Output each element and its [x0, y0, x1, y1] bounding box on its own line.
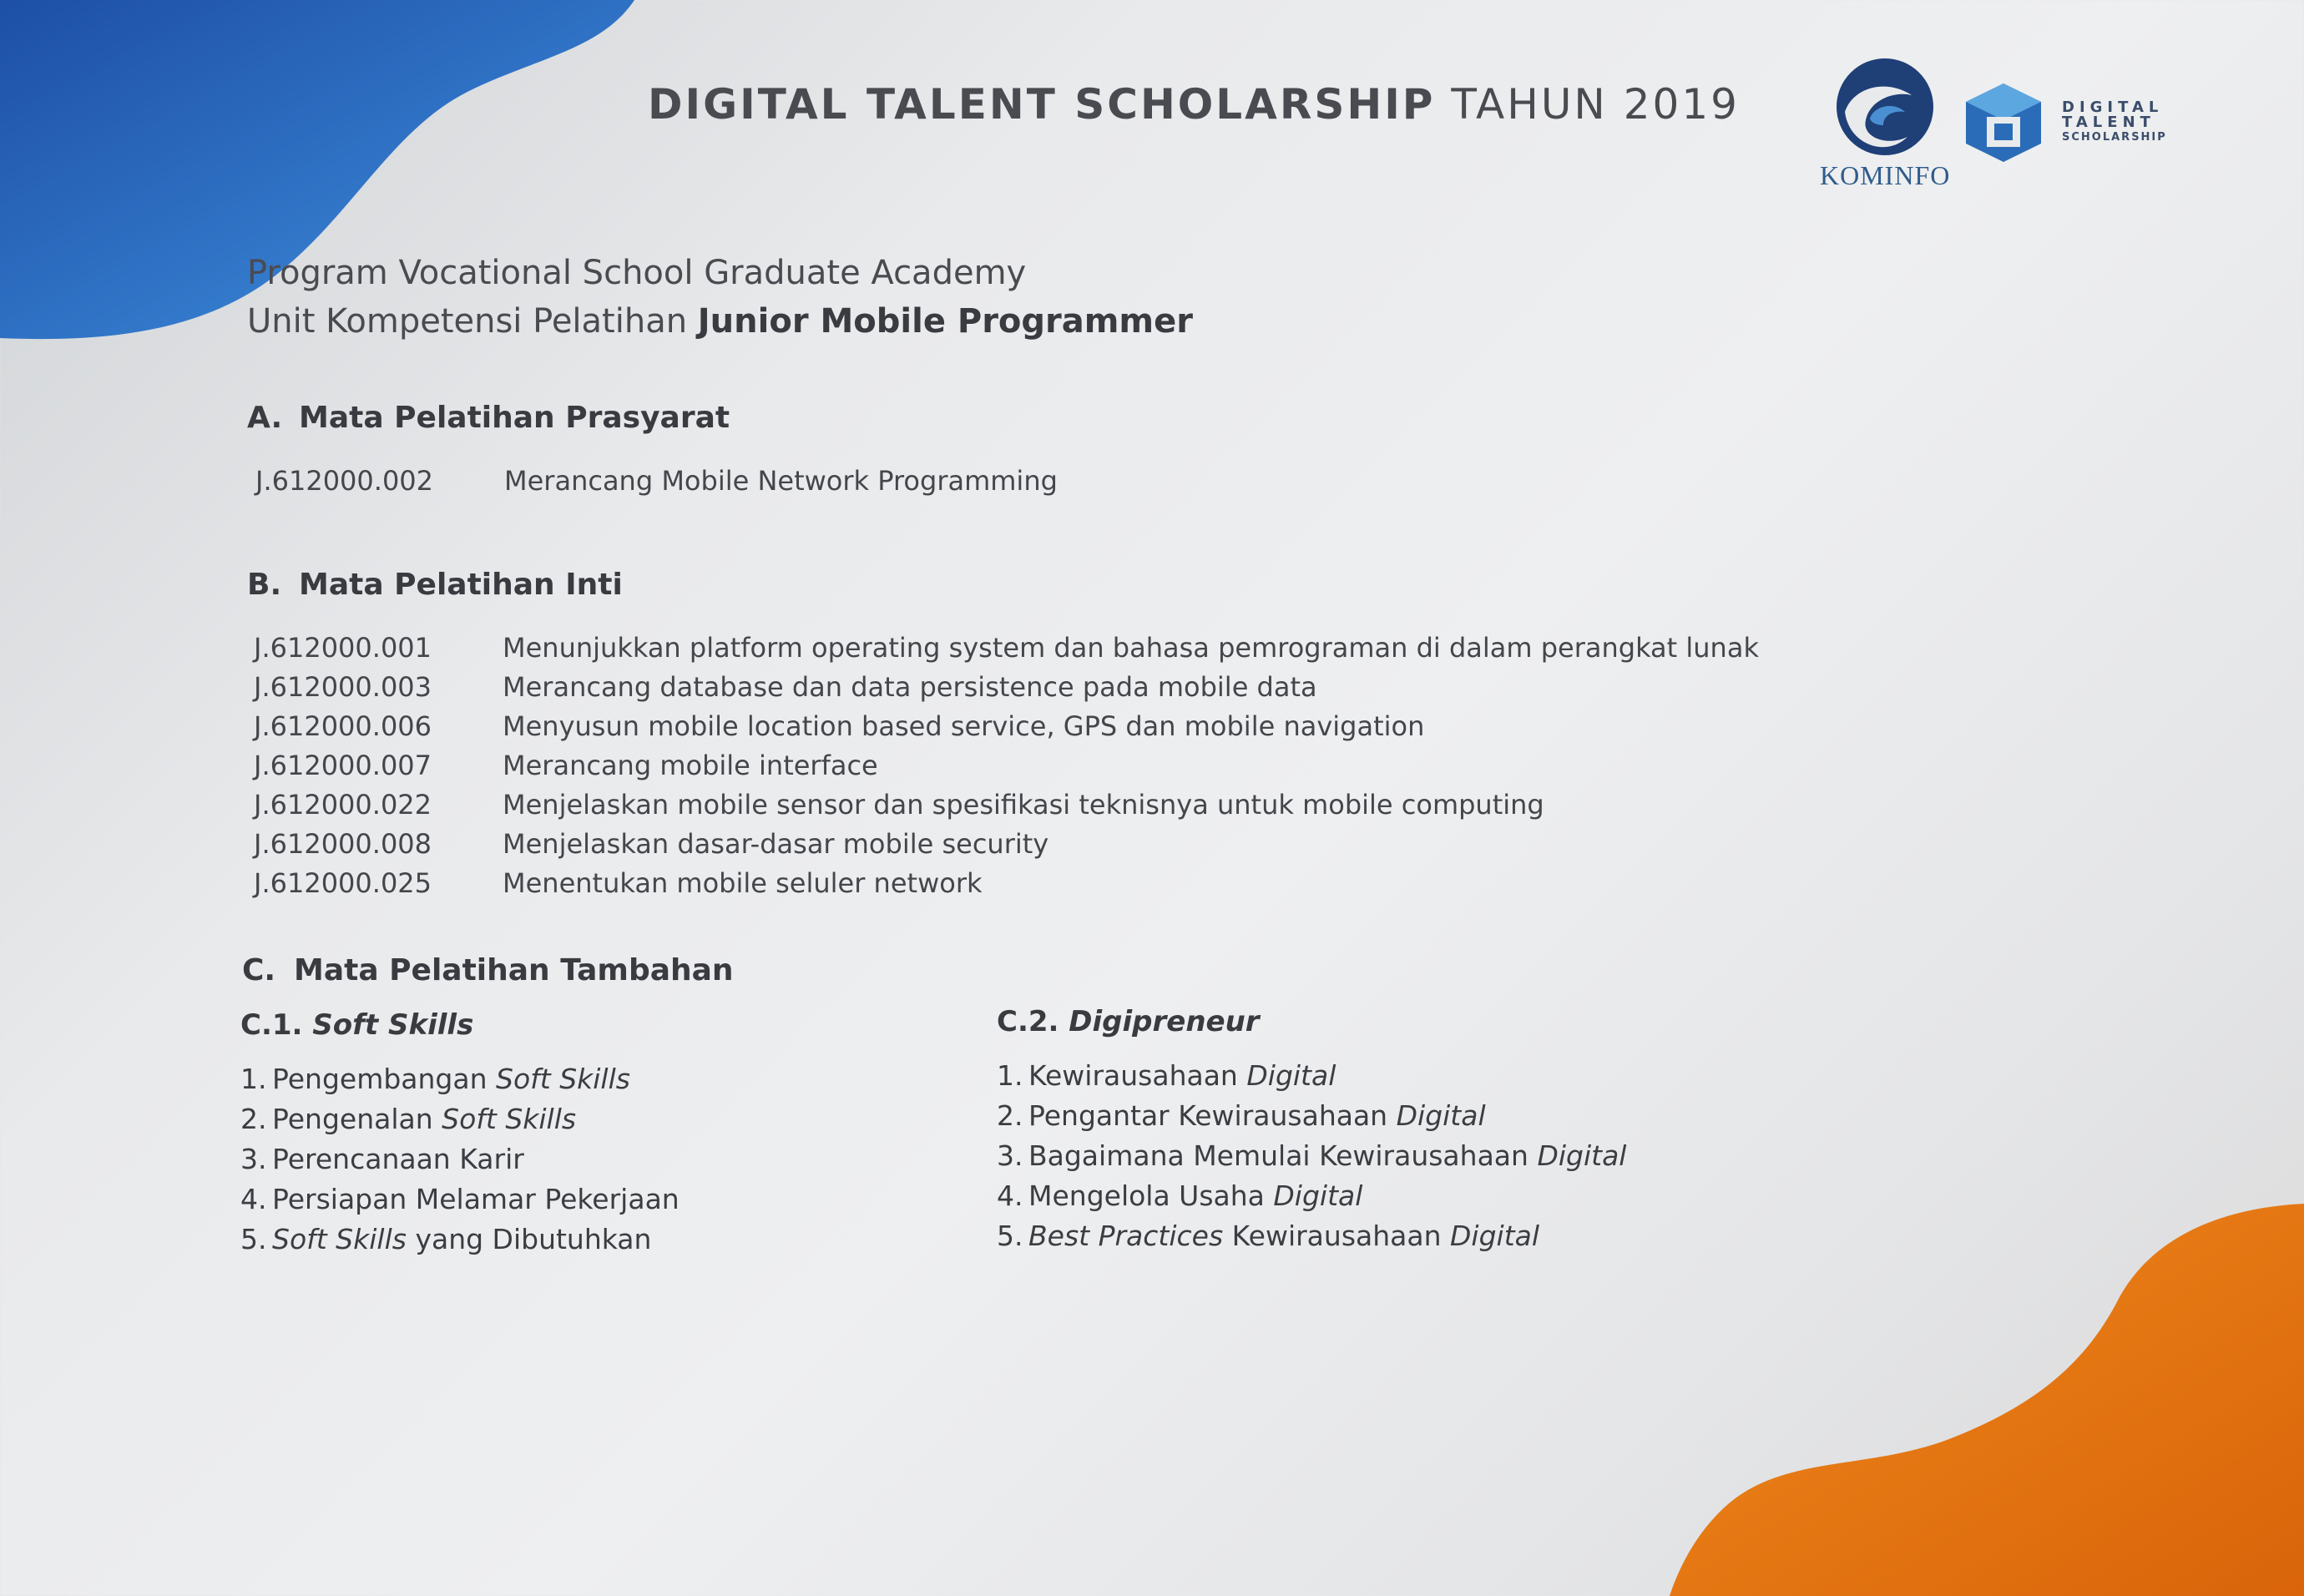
item-text: Perencanaan Karir [272, 1142, 524, 1175]
course-code: J.612000.008 [254, 827, 432, 860]
item-italic: Digital [1246, 1058, 1336, 1092]
section-b-letter: B. [247, 568, 282, 602]
list-item [997, 1215, 1626, 1255]
item-text-after: yang Dibutuhkan [415, 1222, 652, 1255]
course-name: Menyusun mobile location based service, GPS dan mobile navigation [503, 710, 1425, 742]
program-line: Program Vocational School Graduate Academy [247, 254, 1027, 292]
item-italic: Soft Skills [442, 1102, 577, 1135]
course-row [254, 667, 1759, 706]
item-text: Persiapan Melamar Pekerjaan [272, 1182, 680, 1215]
section-a-heading [247, 401, 730, 435]
list-item [240, 1179, 680, 1219]
item-number: 4. [240, 1182, 267, 1215]
c2-list [997, 1055, 1626, 1255]
title-bold: DIGITAL TALENT SCHOLARSHIP [648, 80, 1436, 129]
course-row [254, 824, 1759, 863]
item-number: 3. [240, 1142, 267, 1175]
course-name: Merancang Mobile Network Programming [504, 464, 1058, 497]
c2-title: Digipreneur [1069, 1005, 1260, 1038]
course-code: J.612000.022 [254, 788, 432, 821]
item-number: 2. [997, 1099, 1023, 1132]
item-text: Kewirausahaan [1028, 1058, 1238, 1092]
course-code: J.612000.025 [254, 866, 432, 899]
item-italic: Digital [1396, 1099, 1486, 1132]
course-name: Menentukan mobile seluler network [503, 866, 983, 899]
list-item [240, 1219, 680, 1259]
item-text: Bagaimana Memulai Kewirausahaan [1028, 1139, 1528, 1172]
course-row [254, 706, 1759, 745]
section-a-title: Mata Pelatihan Prasyarat [299, 401, 730, 435]
list-item [997, 1135, 1626, 1175]
course-name: Menunjukkan platform operating system dan bahasa pemrograman di dalam perangkat lunak [503, 631, 1759, 664]
dts-line1: DIGITAL [2062, 98, 2164, 116]
c1-prefix: C.1. [240, 1008, 303, 1042]
dts-logo-text [2062, 100, 2167, 145]
course-code: J.612000.003 [254, 670, 432, 703]
course-code: J.612000.007 [254, 749, 432, 781]
dts-line2: TALENT [2062, 114, 2155, 131]
item-number: 5. [997, 1219, 1023, 1252]
course-name: Menjelaskan dasar-dasar mobile security [503, 827, 1049, 860]
c2-heading [997, 1005, 1260, 1038]
course-name: Merancang mobile interface [503, 749, 878, 781]
course-code: J.612000.006 [254, 710, 432, 742]
list-item [997, 1055, 1626, 1095]
section-c-heading [242, 953, 734, 987]
section-a-letter: A. [247, 401, 283, 435]
program-block [247, 249, 1193, 346]
item-text: Kewirausahaan [1231, 1219, 1442, 1252]
course-row [254, 745, 1759, 785]
section-c-title: Mata Pelatihan Tambahan [294, 953, 734, 987]
course-code: J.612000.001 [254, 631, 432, 664]
title-year: TAHUN 2019 [1451, 80, 1740, 129]
list-item [997, 1095, 1626, 1135]
course-name: Merancang database dan data persistence pada mobile data [503, 670, 1317, 703]
c1-title: Soft Skills [312, 1008, 474, 1042]
dts-logo-icon [1958, 77, 2049, 177]
item-text: Pengenalan [272, 1102, 433, 1135]
item-text: Pengantar Kewirausahaan [1028, 1099, 1388, 1132]
item-number: 1. [997, 1058, 1023, 1092]
list-item [240, 1099, 680, 1139]
logo-group [1811, 53, 2187, 195]
course-row [254, 863, 1759, 902]
orange-corner-shape [1619, 1204, 2304, 1596]
kominfo-text: KOMINFO [1820, 160, 1951, 190]
item-number: 1. [240, 1062, 267, 1095]
item-number: 3. [997, 1139, 1023, 1172]
item-number: 2. [240, 1102, 267, 1135]
course-code: J.612000.002 [255, 464, 434, 497]
item-text: Pengembangan [272, 1062, 488, 1095]
course-row [254, 785, 1759, 824]
c2-prefix: C.2. [997, 1005, 1059, 1038]
item-number: 4. [997, 1179, 1023, 1212]
c1-heading [240, 1008, 473, 1042]
item-italic: Digital [1450, 1219, 1540, 1252]
kominfo-logo-icon [1828, 53, 1945, 162]
item-number: 5. [240, 1222, 267, 1255]
list-item [240, 1139, 680, 1179]
c1-list [240, 1058, 680, 1259]
dts-line3: SCHOLARSHIP [2062, 131, 2167, 144]
section-b-list [254, 628, 1759, 902]
item-italic: Soft Skills [496, 1062, 630, 1095]
section-b-title: Mata Pelatihan Inti [299, 568, 623, 602]
competency-name: Junior Mobile Programmer [697, 302, 1193, 341]
course-row [254, 628, 1759, 667]
list-item [240, 1058, 680, 1099]
section-b-heading [247, 568, 623, 602]
item-italic: Digital [1273, 1179, 1363, 1212]
course-row [255, 461, 1058, 500]
item-italic: Soft Skills [272, 1222, 407, 1255]
item-text: Mengelola Usaha [1028, 1179, 1265, 1212]
course-name: Menjelaskan mobile sensor dan spesifikasi teknisnya untuk mobile computing [503, 788, 1544, 821]
competency-prefix: Unit Kompetensi Pelatihan [247, 302, 688, 341]
section-c-letter: C. [242, 953, 276, 987]
competency-line [247, 297, 1193, 346]
item-italic: Digital [1537, 1139, 1627, 1172]
item-lead-italic: Best Practices [1028, 1219, 1224, 1252]
section-a-list [255, 461, 1058, 500]
list-item [997, 1175, 1626, 1215]
